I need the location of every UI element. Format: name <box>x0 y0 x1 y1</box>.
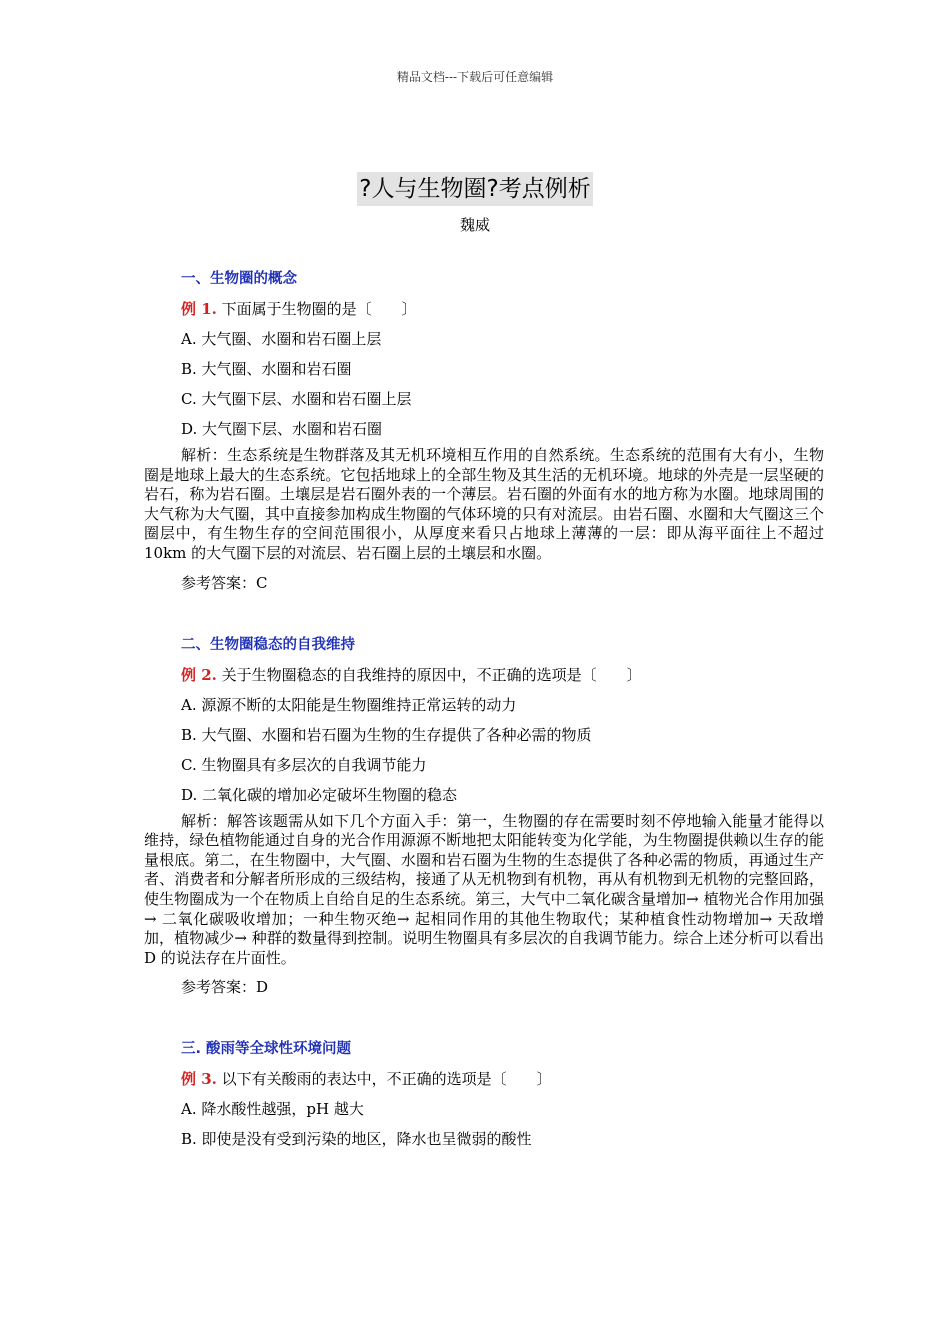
question-text: 以下有关酸雨的表达中，不正确的选项是〔 〕 <box>221 1070 552 1089</box>
option-c: C. 生物圈具有多层次的自我调节能力 <box>181 755 427 774</box>
document-title-wrap <box>0 172 950 206</box>
page-header: 精品文档---下载后可任意编辑 <box>396 70 554 84</box>
reference-answer: 参考答案：C <box>181 573 268 592</box>
example-label: 例 3. <box>181 1070 217 1089</box>
option-a: A. 降水酸性越强，pH 越大 <box>181 1100 364 1119</box>
option-d: D. 大气圈下层、水圈和岩石圈 <box>181 420 383 438</box>
section-heading: 三. 酸雨等全球性环境问题 <box>181 1041 352 1058</box>
option-a: A. 源源不断的太阳能是生物圈维持正常运转的动力 <box>181 695 517 714</box>
question-line <box>181 1068 824 1090</box>
reference-answer: 参考答案：D <box>181 978 269 997</box>
option-d: D. 二氧化碳的增加必定破坏生物圈的稳态 <box>181 785 458 804</box>
question-line <box>181 298 824 320</box>
document-body <box>144 268 824 1150</box>
author: 魏威 <box>459 216 490 234</box>
analysis-paragraph: 解析：解答该题需从如下几个方面入手：第一，生物圈的存在需要时刻不停地输入能量才能得以维持，绿色植物能通过自身的光合作用源源不断地把太阳能转变为化学能，为生物圈提供赖以生存的能量根底。第二，在生物圈中，大气圈、水圈和岩石圈为生物的生态提供了各种必需的物质，再通过生产者、消费者和分解者所形成的三级结构，接通了从无机物到有机物，再从有机物到无机物的完整回路，使生物圈成为一个在物质上自给自足的生态系统。第三，大气中二氧化碳含量增加→ 植物光合作用加强→ 二氧化碳吸收增加；一种生物灭绝→ 起相同作用的其他生物取代；某种植食性动物增加→ 天敌增加，植物减少→ 种群的数量得到控制。说明生物圈具有多层次的自我调节能力。综合上述分析可以看出 D 的说法存在片面性。 <box>144 811 824 967</box>
option-c: C. 大气圈下层、水圈和岩石圈上层 <box>181 390 412 408</box>
option-b: B. 大气圈、水圈和岩石圈为生物的生存提供了各种必需的物质 <box>181 725 592 744</box>
section-heading: 一、生物圈的概念 <box>181 271 297 287</box>
section-heading: 二、生物圈稳态的自我维持 <box>181 636 355 653</box>
option-b: B. 即使是没有受到污染的地区，降水也呈微弱的酸性 <box>181 1130 532 1149</box>
example-label: 例 2. <box>181 665 217 684</box>
question-text: 关于生物圈稳态的自我维持的原因中，不正确的选项是〔 〕 <box>221 665 642 684</box>
analysis-paragraph: 解析：生态系统是生物群落及其无机环境相互作用的自然系统。生态系统的范围有大有小，生物圈是地球上最大的生态系统。它包括地球上的全部生物及其生活的无机环境。地球的外壳是一层坚硬的岩石，称为岩石圈。土壤层是岩石圈外表的一个薄层。岩石圈的外面有水的地方称为水圈。地球周围的大气称为大气圈，其中直接参加构成生物圈的气体环境的只有对流层。由岩石圈、水圈和大气圈这三个圈层中，有生物生存的空间范围很小，从厚度来看只占地球上薄薄的一层：即从海平面往上不超过 10km 的大气圈下层的对流层、岩石圈上层的土壤层和水圈。 <box>144 446 824 562</box>
example-label: 例 1. <box>181 300 217 318</box>
option-a: A. 大气圈、水圈和岩石圈上层 <box>181 330 382 348</box>
document-title: ?人与生物圈?考点例析 <box>357 172 592 206</box>
option-b: B. 大气圈、水圈和岩石圈 <box>181 360 352 378</box>
question-line <box>181 664 824 686</box>
question-text: 下面属于生物圈的是〔 〕 <box>221 300 417 318</box>
